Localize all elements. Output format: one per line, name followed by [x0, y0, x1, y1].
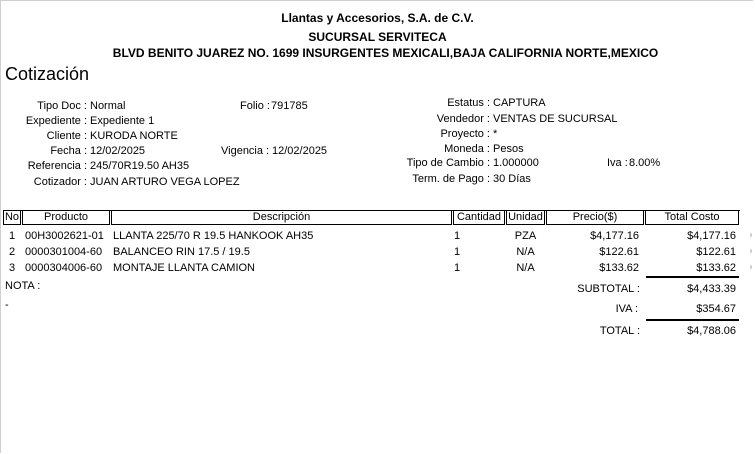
estatus-label: Estatus :	[447, 97, 490, 109]
proyecto-label: Proyecto :	[440, 128, 490, 140]
vigencia-label: Vigencia :	[221, 145, 270, 157]
estatus-value: CAPTURA	[493, 97, 546, 109]
tipo-doc-value: Normal	[90, 100, 126, 112]
page-title: Cotización	[5, 64, 90, 84]
tipo-cambio-label: Tipo de Cambio :	[406, 157, 490, 169]
expediente-label: Expediente :	[25, 115, 87, 127]
fecha-label: Fecha :	[50, 145, 87, 157]
subtotal-label: SUBTOTAL :	[577, 283, 640, 295]
proyecto-value: *	[493, 128, 498, 140]
row-3-no: 3	[9, 262, 16, 274]
row-2-total: $122.61	[696, 246, 736, 258]
row-2-precio: $122.61	[599, 246, 639, 258]
nota-dash: -	[5, 299, 9, 311]
iva-rate-label: Iva :	[607, 157, 628, 169]
row-marker	[750, 265, 752, 269]
col-header-no: No	[4, 211, 20, 223]
company-address: BLVD BENITO JUAREZ NO. 1699 INSURGENTES MEXICALI,BAJA CALIFORNIA NORTE,MEXICO	[112, 46, 659, 60]
row-3-producto: 0000304006-60	[25, 262, 103, 274]
row-3-unidad: N/A	[516, 262, 535, 274]
cotizador-label: Cotizador :	[33, 176, 87, 188]
term-pago-value: 30 Días	[493, 173, 531, 185]
row-1-producto: 00H3002621-01	[25, 230, 104, 242]
total-column-rule	[646, 276, 739, 278]
row-3-total: $133.62	[696, 262, 736, 274]
tipo-doc-label: Tipo Doc :	[37, 100, 87, 112]
expediente-value: Expediente 1	[90, 115, 155, 127]
nota-label: NOTA :	[5, 280, 41, 292]
cliente-value: KURODA NORTE	[90, 130, 178, 142]
total-label: TOTAL :	[599, 325, 640, 337]
row-2-unidad: N/A	[516, 246, 535, 258]
col-header-descripcion: Descripción	[111, 211, 452, 225]
subtotal-value: $4,433.39	[687, 283, 736, 295]
tipo-cambio-value: 1.000000	[493, 157, 539, 169]
col-header-unidad: Unidad	[506, 211, 545, 225]
branch-name: SUCURSAL SERVITECA	[308, 30, 447, 44]
vendedor-label: Vendedor :	[436, 113, 490, 125]
moneda-value: Pesos	[493, 143, 524, 155]
cotizador-value: JUAN ARTURO VEGA LOPEZ	[90, 176, 240, 188]
total-rule	[646, 319, 739, 321]
col-header-cantidad: Cantidad	[453, 211, 505, 225]
folio-value: 791785	[271, 100, 308, 112]
referencia-value: 245/70R19.50 AH35	[90, 160, 190, 172]
total-value: $4,788.06	[687, 325, 736, 337]
row-2-cantidad: 1	[454, 246, 461, 258]
cliente-label: Cliente :	[46, 130, 87, 142]
row-1-total: $4,177.16	[687, 230, 736, 242]
col-header-producto: Producto	[22, 211, 110, 225]
row-3-precio: $133.62	[599, 262, 639, 274]
row-1-cantidad: 1	[454, 230, 461, 242]
row-3-descripcion: MONTAJE LLANTA CAMION	[113, 262, 256, 274]
row-2-producto: 0000301004-60	[25, 246, 103, 258]
row-1-unidad: PZA	[514, 230, 537, 242]
col-header-total: Total Costo	[645, 211, 739, 225]
row-marker	[750, 249, 752, 253]
company-name: Llantas y Accesorios, S.A. de C.V.	[281, 11, 474, 25]
row-2-no: 2	[9, 246, 16, 258]
row-1-no: 1	[9, 230, 16, 242]
iva-rate-value: 8.00%	[629, 157, 661, 169]
vendedor-value: VENTAS DE SUCURSAL	[493, 113, 618, 125]
vigencia-value: 12/02/2025	[272, 145, 328, 157]
row-marker	[750, 233, 752, 237]
iva-total-label: IVA :	[615, 303, 638, 315]
referencia-label: Referencia :	[27, 160, 87, 172]
moneda-label: Moneda :	[444, 143, 490, 155]
iva-total-value: $354.67	[696, 303, 736, 315]
row-1-descripcion: LLANTA 225/70 R 19.5 HANKOOK AH35	[113, 230, 314, 242]
folio-label: Folio :	[240, 100, 270, 112]
col-header-precio: Precio($)	[546, 211, 644, 225]
term-pago-label: Term. de Pago :	[412, 173, 490, 185]
fecha-value: 12/02/2025	[90, 145, 146, 157]
row-1-precio: $4,177.16	[590, 230, 639, 242]
row-2-descripcion: BALANCEO RIN 17.5 / 19.5	[113, 246, 250, 258]
row-3-cantidad: 1	[454, 262, 461, 274]
